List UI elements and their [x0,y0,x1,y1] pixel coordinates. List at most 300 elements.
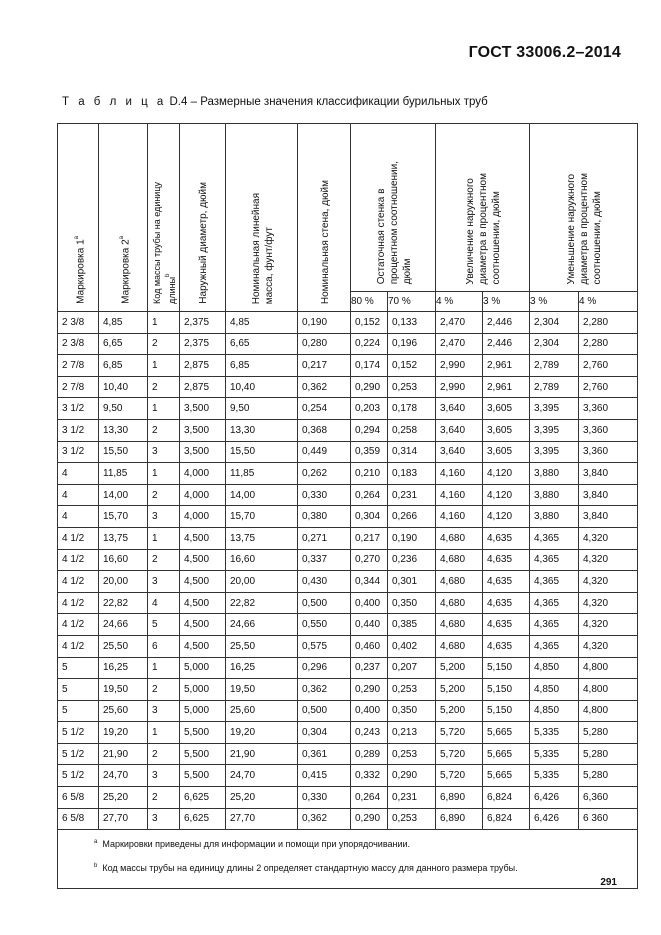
table-cell: 0,174 [351,355,388,377]
table-cell: 4,365 [530,592,579,614]
subheader-dec-3: 3 % [530,292,579,312]
table-cell: 0,359 [351,441,388,463]
table-cell: 0,280 [298,333,351,355]
table-cell: 10,40 [226,376,298,398]
table-cell: 4 1/2 [58,549,99,571]
table-cell: 22,82 [99,592,148,614]
table-cell: 5 1/2 [58,743,99,765]
table-cell: 1 [148,527,180,549]
table-cell: 0,183 [388,463,436,485]
table-cell: 2,280 [579,312,638,334]
table-cell: 16,25 [99,657,148,679]
table-cell: 4,635 [483,549,530,571]
table-cell: 6 5/8 [58,808,99,830]
table-cell: 4,320 [579,635,638,657]
table-cell: 4,680 [436,549,483,571]
table-cell: 3,840 [579,506,638,528]
table-row [58,463,638,485]
table-cell: 0,460 [351,635,388,657]
table-cell: 0,330 [298,787,351,809]
table-cell: 2,760 [579,376,638,398]
table-cell: 2,280 [579,333,638,355]
table-cell: 0,254 [298,398,351,420]
table-cell: 5,280 [579,722,638,744]
table-cell: 3 [148,441,180,463]
table-cell: 4,365 [530,571,579,593]
subheader-dec-4: 4 % [579,292,638,312]
table-cell: 2 [148,484,180,506]
table-cell: 0,290 [351,376,388,398]
table-row [58,808,638,830]
table-cell: 5,500 [180,722,226,744]
table-cell: 0,253 [388,743,436,765]
table-row [58,549,638,571]
table-cell: 4 1/2 [58,571,99,593]
table-cell: 0,289 [351,743,388,765]
table-cell: 2,470 [436,312,483,334]
table-row [58,419,638,441]
table-cell: 5,200 [436,657,483,679]
table-cell: 2,446 [483,312,530,334]
table-cell: 0,207 [388,657,436,679]
table-row [58,506,638,528]
table-cell: 6,426 [530,787,579,809]
table-cell: 9,50 [226,398,298,420]
table-cell: 4,850 [530,657,579,679]
table-cell: 4,320 [579,571,638,593]
table-cell: 3,640 [436,441,483,463]
table-cell: 0,304 [351,506,388,528]
table-cell: 6,824 [483,808,530,830]
table-cell: 3 [148,571,180,593]
table-row [58,484,638,506]
table-cell: 2,446 [483,333,530,355]
header-marking-1: Маркировка 1$^a$ [58,124,99,312]
table-cell: 13,30 [99,419,148,441]
table-cell: 0,296 [298,657,351,679]
table-cell: 3 [148,700,180,722]
table-cell: 24,70 [226,765,298,787]
table-cell: 5,500 [180,765,226,787]
header-residual-wall: Остаточная стенка в процентном соотношении, дюйм [351,124,436,292]
table-cell: 3,360 [579,419,638,441]
table-cell: 6,625 [180,808,226,830]
table-cell: 5,665 [483,765,530,787]
table-cell: 4,365 [530,527,579,549]
table-cell: 6,824 [483,787,530,809]
table-cell: 21,90 [226,743,298,765]
table-cell: 4,635 [483,527,530,549]
table-cell: 4 1/2 [58,635,99,657]
table-cell: 0,262 [298,463,351,485]
table-cell: 0,264 [351,787,388,809]
table-cell: 5,150 [483,657,530,679]
table-cell: 5,280 [579,765,638,787]
table-cell: 0,210 [351,463,388,485]
table-cell: 6,426 [530,808,579,830]
footnote-a: $^a$ Маркировки приведены для информации и помощи при упорядочивании. [94,839,411,850]
table-cell: 5,720 [436,722,483,744]
table-cell: 4,635 [483,635,530,657]
table-cell: 5 [148,614,180,636]
table-cell: 2 [148,787,180,809]
table-cell: 0,217 [298,355,351,377]
table-cell: 4 1/2 [58,614,99,636]
table-cell: 4,000 [180,463,226,485]
table-row [58,398,638,420]
table-cell: 5,500 [180,743,226,765]
caption-number: D.4 [169,96,188,108]
table-cell: 0,231 [388,787,436,809]
table-cell: 4,800 [579,700,638,722]
table-cell: 19,20 [226,722,298,744]
table-cell: 6,85 [226,355,298,377]
table-cell: 3,360 [579,441,638,463]
table-row [58,376,638,398]
table-cell: 0,290 [351,679,388,701]
table-row [58,657,638,679]
table-cell: 4 [58,463,99,485]
table-cell: 15,70 [99,506,148,528]
table-cell: 0,253 [388,808,436,830]
table-cell: 5,200 [436,700,483,722]
table-cell: 4,320 [579,592,638,614]
table-cell: 27,70 [226,808,298,830]
table-cell: 3,840 [579,484,638,506]
table-cell: 0,217 [351,527,388,549]
table-cell: 3 1/2 [58,398,99,420]
table-cell: 5,720 [436,765,483,787]
table-row [58,571,638,593]
table-cell: 11,85 [99,463,148,485]
table-cell: 5 [58,700,99,722]
table-cell: 0,400 [351,592,388,614]
table-cell: 4 1/2 [58,592,99,614]
table-cell: 0,178 [388,398,436,420]
table-cell: 5,200 [436,679,483,701]
subheader-70: 70 % [388,292,436,312]
table-cell: 5 [58,679,99,701]
table-cell: 4,680 [436,527,483,549]
table-cell: 4,160 [436,463,483,485]
table-cell: 4,500 [180,592,226,614]
table-cell: 0,440 [351,614,388,636]
table-cell: 4,320 [579,549,638,571]
table-body [58,312,638,830]
table-cell: 5 [58,657,99,679]
table-cell: 15,70 [226,506,298,528]
table-cell: 19,50 [226,679,298,701]
table-cell: 1 [148,722,180,744]
table-cell: 5,335 [530,722,579,744]
table-cell: 0,350 [388,592,436,614]
table-cell: 5 1/2 [58,722,99,744]
table-cell: 4,635 [483,592,530,614]
table-cell: 4,500 [180,571,226,593]
table-cell: 15,50 [226,441,298,463]
table-cell: 0,133 [388,312,436,334]
table-cell: 2,470 [436,333,483,355]
table-cell: 4,680 [436,571,483,593]
table-cell: 5,150 [483,700,530,722]
table-cell: 4,000 [180,506,226,528]
table-cell: 3,605 [483,441,530,463]
footnotes [58,830,638,889]
table-cell: 9,50 [99,398,148,420]
table-cell: 1 [148,398,180,420]
table-cell: 3,840 [579,463,638,485]
table-cell: 0,190 [388,527,436,549]
table-cell: 4 [148,592,180,614]
table-cell: 0,290 [351,808,388,830]
table-cell: 13,30 [226,419,298,441]
table-cell: 4,160 [436,484,483,506]
table-row [58,333,638,355]
table-cell: 2 3/8 [58,333,99,355]
table-cell: 4,85 [99,312,148,334]
table-cell: 16,60 [226,549,298,571]
table-cell: 4,635 [483,614,530,636]
header-mass-code: Код массы трубы на единицу длины$^b$ [148,124,180,312]
table-cell: 5,280 [579,743,638,765]
table-cell: 3,640 [436,398,483,420]
table-cell: 10,40 [99,376,148,398]
table-cell: 0,449 [298,441,351,463]
table-cell: 2,760 [579,355,638,377]
table-cell: 3,500 [180,441,226,463]
table-row [58,635,638,657]
table-cell: 0,294 [351,419,388,441]
table-cell: 2,375 [180,333,226,355]
table-cell: 0,196 [388,333,436,355]
table-cell: 16,60 [99,549,148,571]
table-cell: 6,625 [180,787,226,809]
table-cell: 0,368 [298,419,351,441]
table-cell: 4,365 [530,635,579,657]
table-row [58,700,638,722]
table-cell: 4,500 [180,549,226,571]
table-cell: 0,203 [351,398,388,420]
header-od-increase: Увеличение наружного диаметра в процентном соотношении, дюйм [436,124,530,292]
table-cell: 4,800 [579,679,638,701]
table-row [58,765,638,787]
table-cell: 4,320 [579,527,638,549]
table-cell: 19,20 [99,722,148,744]
table-cell: 3,880 [530,506,579,528]
table-cell: 4,160 [436,506,483,528]
table-row [58,441,638,463]
table-cell: 25,60 [99,700,148,722]
table-cell: 4,365 [530,549,579,571]
table-cell: 5,720 [436,743,483,765]
table-cell: 3,605 [483,398,530,420]
table-cell: 6,360 [579,787,638,809]
table-cell: 4,000 [180,484,226,506]
header-marking-2: Маркировка 2$^a$ [99,124,148,312]
table-cell: 24,66 [226,614,298,636]
table-cell: 0,362 [298,808,351,830]
table-cell: 5,150 [483,679,530,701]
table-cell: 2,990 [436,355,483,377]
table-cell: 4,85 [226,312,298,334]
table-cell: 0,337 [298,549,351,571]
table-cell: 2 3/8 [58,312,99,334]
table-cell: 2 7/8 [58,355,99,377]
table-cell: 0,400 [351,700,388,722]
table-cell: 0,500 [298,700,351,722]
table-cell: 2,789 [530,355,579,377]
table-cell: 0,237 [351,657,388,679]
table-cell: 25,60 [226,700,298,722]
table-cell: 5,335 [530,765,579,787]
table-cell: 0,500 [298,592,351,614]
table-cell: 0,270 [351,549,388,571]
table-cell: 3,605 [483,419,530,441]
table-cell: 3,395 [530,398,579,420]
table-cell: 0,243 [351,722,388,744]
table-cell: 3,500 [180,419,226,441]
table-cell: 19,50 [99,679,148,701]
table-row [58,679,638,701]
table-row [58,312,638,334]
table-cell: 1 [148,312,180,334]
table-cell: 2,875 [180,355,226,377]
table-cell: 0,258 [388,419,436,441]
table-cell: 3 1/2 [58,441,99,463]
table-cell: 25,20 [99,787,148,809]
table-cell: 6 5/8 [58,787,99,809]
table-cell: 0,301 [388,571,436,593]
table-row [58,614,638,636]
table-cell: 22,82 [226,592,298,614]
table-cell: 6,65 [226,333,298,355]
table-caption [62,96,488,108]
table-cell: 16,25 [226,657,298,679]
table-cell: 3,640 [436,419,483,441]
table-row [58,592,638,614]
table-cell: 6 [148,635,180,657]
table-cell: 5,665 [483,722,530,744]
table-cell: 0,152 [351,312,388,334]
table-cell: 2,990 [436,376,483,398]
table-cell: 4,850 [530,679,579,701]
table-cell: 4,500 [180,614,226,636]
table-cell: 0,430 [298,571,351,593]
header-outer-diameter: Наружный диаметр, дюйм [180,124,226,312]
header-linear-mass: Номинальная линейная масса, фунт/фут [226,124,298,312]
table-cell: 0,236 [388,549,436,571]
table-cell: 15,50 [99,441,148,463]
table-cell: 0,380 [298,506,351,528]
table-cell: 21,90 [99,743,148,765]
table-cell: 3,360 [579,398,638,420]
document-header: ГОСТ 33006.2–2014 [468,44,621,61]
table-cell: 1 [148,463,180,485]
table-cell: 4,500 [180,527,226,549]
table-cell: 0,190 [298,312,351,334]
subheader-inc-3: 3 % [483,292,530,312]
table-cell: 3,500 [180,398,226,420]
table-cell: 5 1/2 [58,765,99,787]
table-cell: 4,500 [180,635,226,657]
table-cell: 5,000 [180,700,226,722]
table-cell: 0,332 [351,765,388,787]
table-cell: 3,395 [530,419,579,441]
table-cell: 14,00 [226,484,298,506]
table-cell: 3 [148,765,180,787]
table-cell: 0,575 [298,635,351,657]
table-cell: 0,224 [351,333,388,355]
table-cell: 3 [148,808,180,830]
table-cell: 2 7/8 [58,376,99,398]
table-cell: 6 360 [579,808,638,830]
table-cell: 2 [148,376,180,398]
table-cell: 13,75 [99,527,148,549]
table-cell: 5,000 [180,657,226,679]
table-row [58,787,638,809]
table-cell: 25,20 [226,787,298,809]
header-od-decrease: Уменьшение наружного диаметра в процентном соотношении, дюйм [530,124,638,292]
table-cell: 2,789 [530,376,579,398]
caption-prefix: Т а б л и ц а [62,96,167,108]
pipe-classification-table [57,123,638,889]
table-cell: 2,875 [180,376,226,398]
table-cell: 3,395 [530,441,579,463]
table-cell: 2,961 [483,355,530,377]
table-cell: 4,680 [436,614,483,636]
table-cell: 0,362 [298,376,351,398]
header-nominal-wall: Номинальная стена, дюйм [298,124,351,312]
table-cell: 0,253 [388,679,436,701]
table-cell: 4,120 [483,506,530,528]
table-cell: 2,375 [180,312,226,334]
table-cell: 2 [148,679,180,701]
table-cell: 25,50 [226,635,298,657]
table-cell: 2 [148,333,180,355]
table-cell: 0,213 [388,722,436,744]
table-cell: 4 1/2 [58,527,99,549]
caption-title: – Размерные значения классификации бурильных труб [190,96,488,108]
table-cell: 2,304 [530,312,579,334]
table-cell: 0,415 [298,765,351,787]
table-cell: 0,304 [298,722,351,744]
table-cell: 4,120 [483,463,530,485]
table-cell: 0,152 [388,355,436,377]
table-cell: 13,75 [226,527,298,549]
table-cell: 6,85 [99,355,148,377]
table-cell: 2 [148,743,180,765]
subheader-80: 80 % [351,292,388,312]
table-cell: 6,890 [436,787,483,809]
table-row [58,722,638,744]
table-cell: 4 [58,506,99,528]
table-cell: 11,85 [226,463,298,485]
table-cell: 0,350 [388,700,436,722]
table-cell: 4 [58,484,99,506]
table-cell: 2,961 [483,376,530,398]
table-cell: 4,800 [579,657,638,679]
table-cell: 1 [148,355,180,377]
table-cell: 0,253 [388,376,436,398]
table-cell: 0,402 [388,635,436,657]
table-cell: 2 [148,549,180,571]
table-cell: 2 [148,419,180,441]
table-cell: 25,50 [99,635,148,657]
table-cell: 4,365 [530,614,579,636]
table-cell: 27,70 [99,808,148,830]
table-cell: 4,680 [436,592,483,614]
page-number: 291 [600,877,617,888]
